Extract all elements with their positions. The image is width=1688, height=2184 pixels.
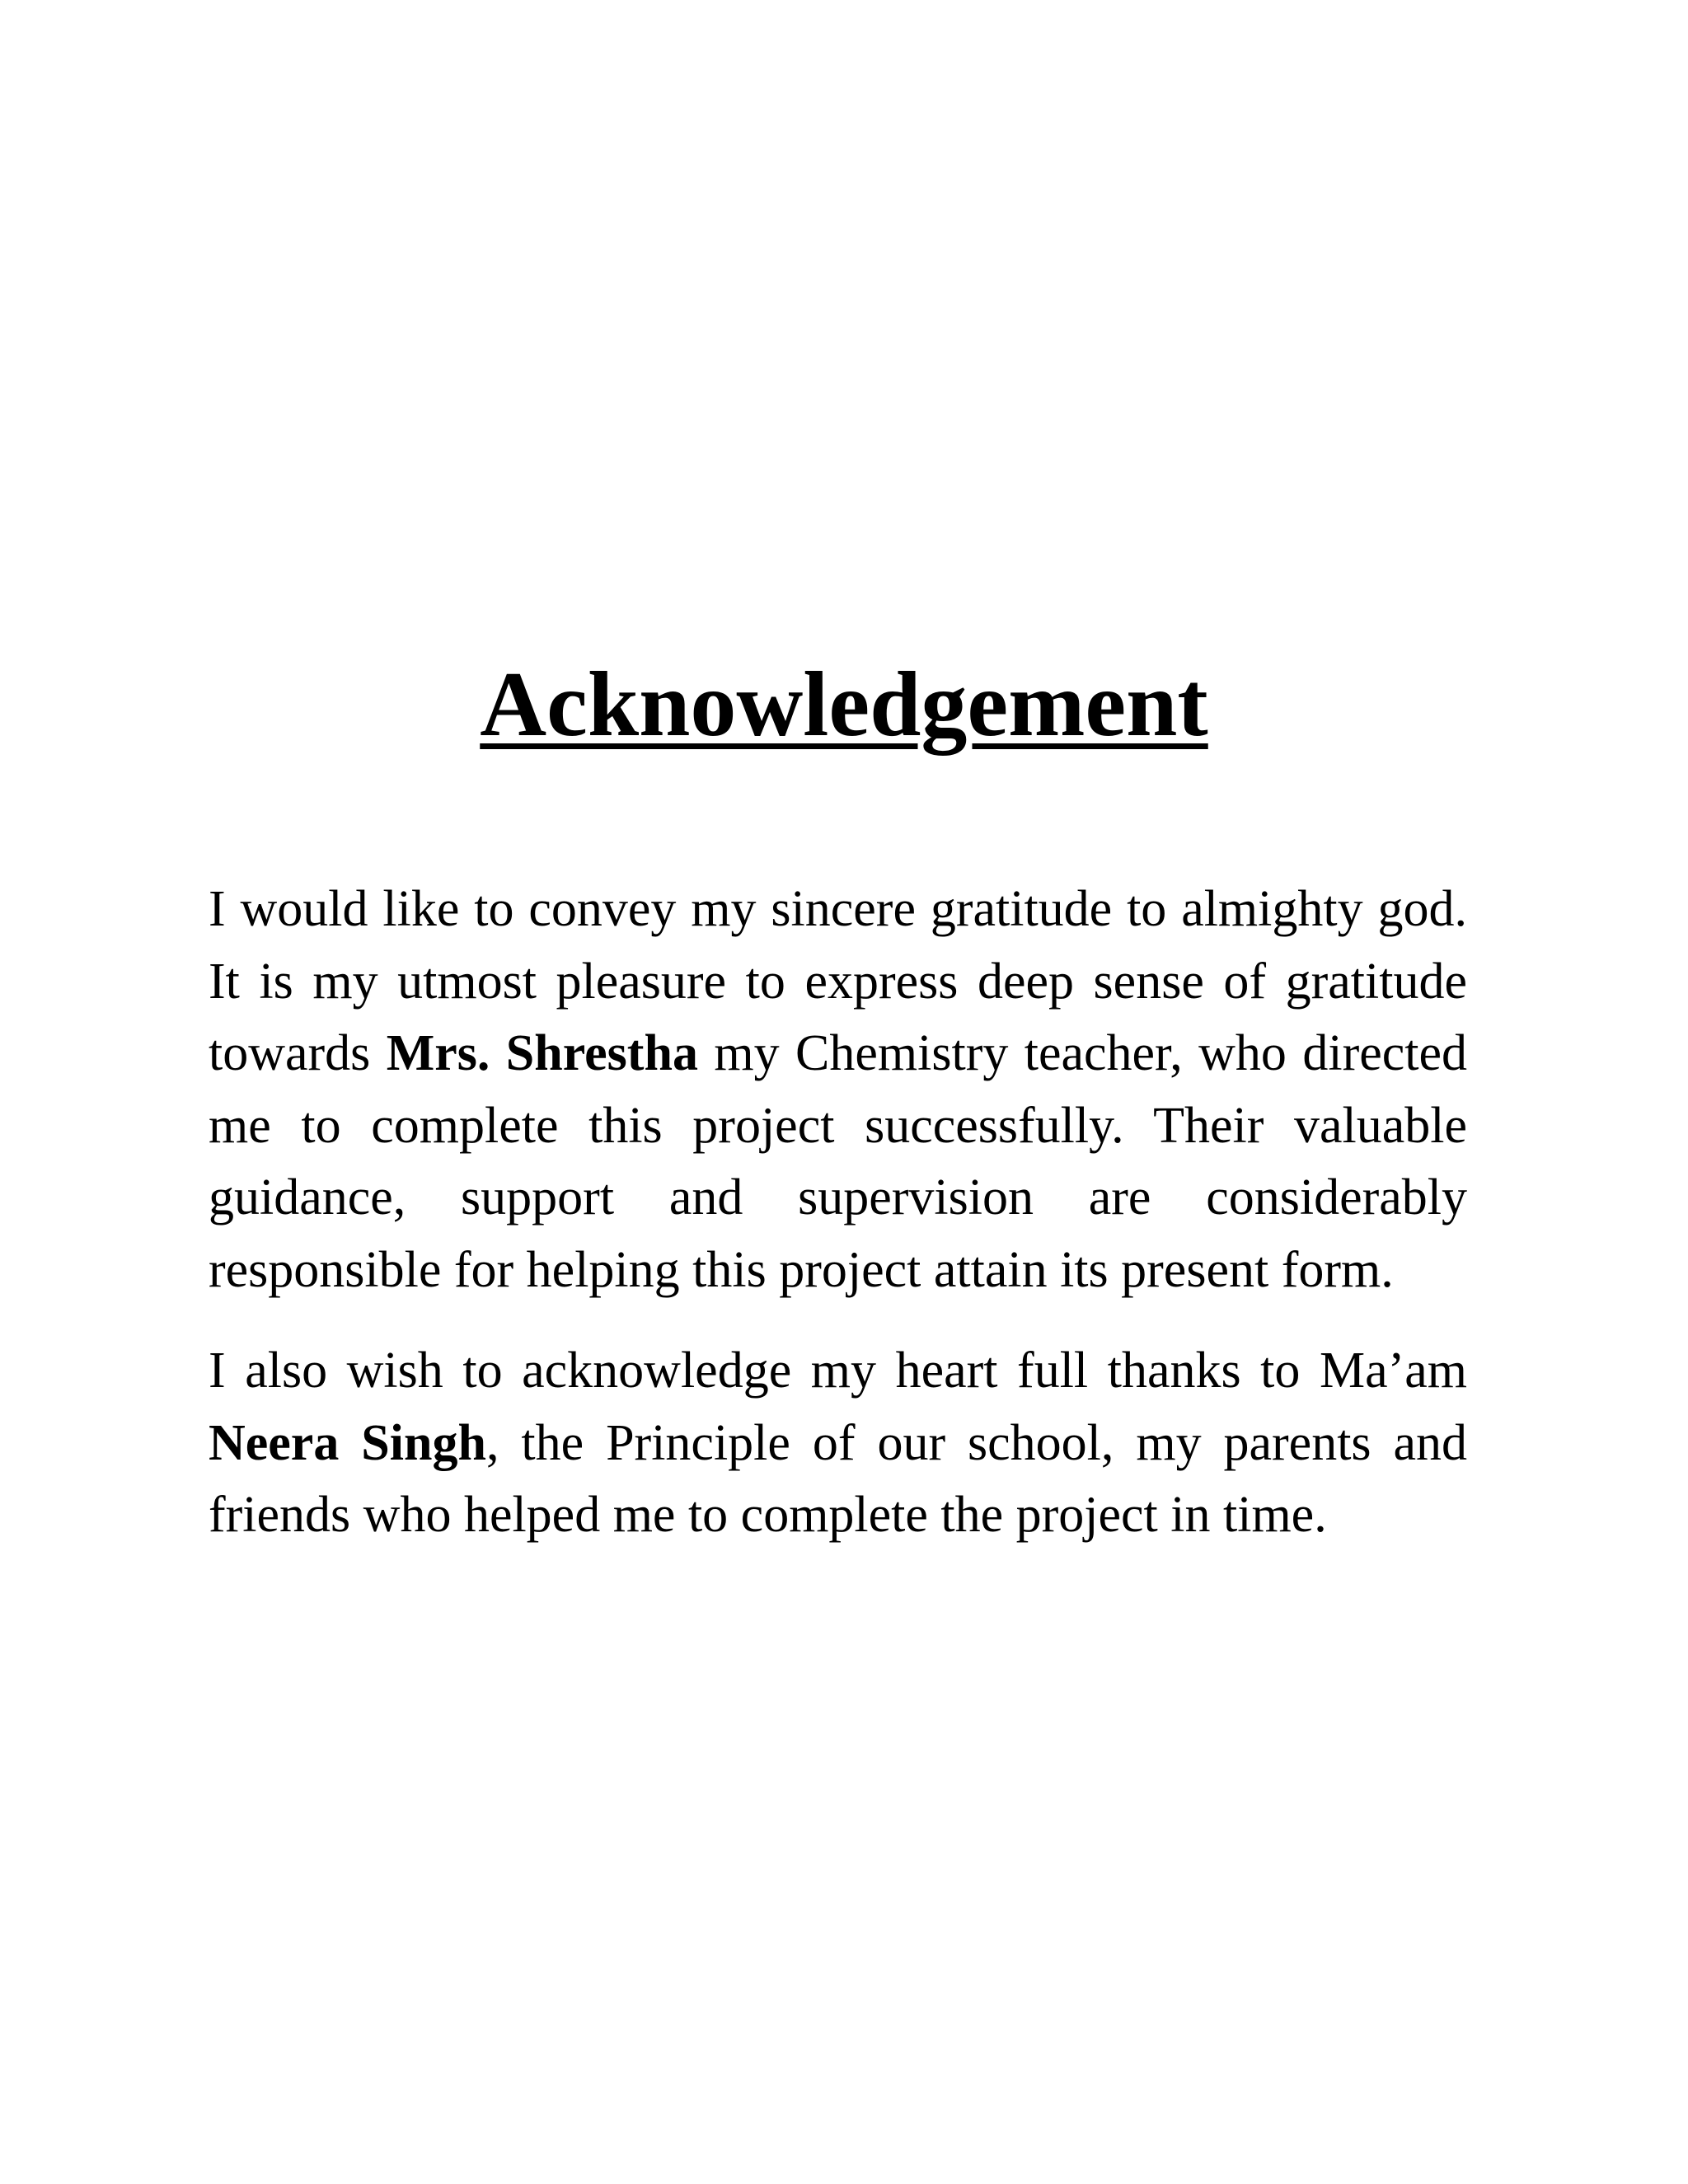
paragraph-1-text-before: I would like to convey my sincere gratitude to almighty god. It is my utmost pleasure to express deep sense of gratitude towards — [209, 881, 1467, 1081]
paragraph-1-text-after: my Chemistry teacher, who directed me to complete this project successfully. Their valuable guidance, support and supervision are considerably responsible for helping this project attain its present form. — [209, 1025, 1467, 1298]
principal-name: Neera Singh — [209, 1414, 486, 1471]
paragraph-1 — [209, 874, 1467, 1306]
acknowledgement-body — [209, 874, 1467, 1552]
paragraph-2-text-after: , the Principle of our school, my parents and friends who helped me to complete the project in time. — [209, 1414, 1467, 1543]
paragraph-2 — [209, 1335, 1467, 1552]
teacher-name: Mrs. Shrestha — [386, 1025, 698, 1081]
page-title: Acknowledgement — [480, 654, 1208, 756]
paragraph-2-text-before: I also wish to acknowledge my heart full thanks to Ma’am — [209, 1343, 1467, 1399]
